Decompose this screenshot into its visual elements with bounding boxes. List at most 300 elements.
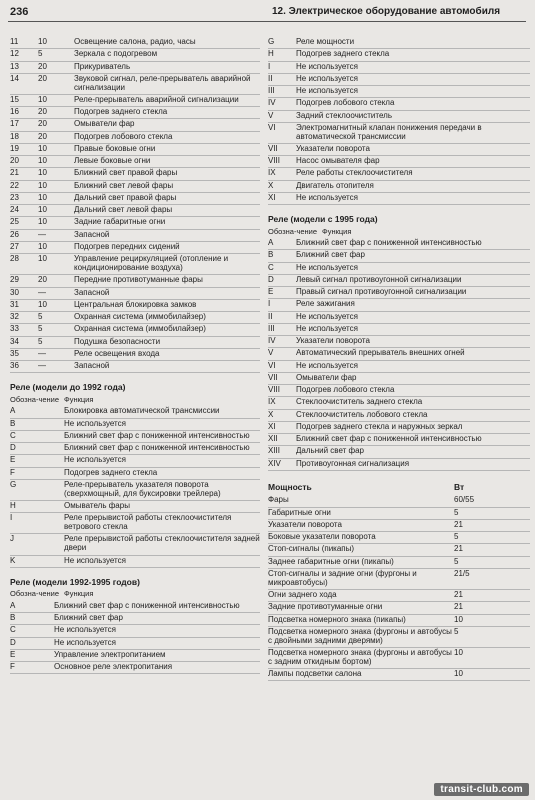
relay-id: IV	[268, 336, 276, 346]
fuse-amperage: 20	[38, 61, 47, 71]
relay-id: II	[268, 73, 273, 83]
table-row	[268, 123, 530, 144]
table-row	[268, 287, 530, 299]
table-row	[10, 193, 260, 205]
fuse-amperage: 5	[38, 49, 43, 59]
fuse-amperage: 20	[38, 275, 47, 285]
lamp-watts: 21	[454, 519, 463, 529]
fuse-number: 32	[10, 312, 19, 322]
relay-function: Насос омывателя фар	[296, 156, 380, 166]
lamp-name: Задние противотуманные огни	[268, 602, 383, 612]
power-header	[268, 483, 530, 493]
table-row	[268, 373, 530, 385]
relay-1992-table	[10, 406, 260, 568]
table-row	[268, 495, 530, 507]
relay-function: Не используется	[296, 86, 358, 95]
relay-id: E	[10, 649, 16, 659]
relay-function: Не используется	[54, 625, 116, 635]
site-watermark: transit-club.com	[434, 783, 529, 796]
fuse-function: Дальний свет левой фары	[74, 205, 173, 215]
fuse-amperage: 10	[38, 143, 47, 153]
lamp-name: Фары	[268, 495, 289, 505]
fuse-number: 33	[10, 324, 19, 334]
relay-function: Автоматический прерыватель внешних огней	[296, 348, 465, 358]
relay-id: J	[10, 534, 14, 544]
fuse-function: Задние габаритные огни	[74, 217, 166, 227]
relay-function: Реле зажигания	[296, 299, 355, 309]
relay-function: Подогрев заднего стекла	[64, 467, 158, 477]
relay-function: Реле прерывистой работы стеклоочистителя ветрового стекла	[64, 513, 232, 532]
col-header-id: Обозна-чение	[10, 589, 60, 599]
relay-id: VIII	[268, 385, 281, 395]
relay-function: Реле прерывистой работы стеклоочистителя задней двери	[64, 534, 260, 553]
lamp-name: Стоп-сигналы и задние огни (фургоны и микроавтобусы)	[268, 568, 417, 587]
relay-continued-table	[268, 37, 530, 205]
table-row	[10, 300, 260, 312]
table-row	[268, 508, 530, 520]
table-row	[10, 205, 260, 217]
relay-function: Управление электропитанием	[54, 649, 166, 659]
relay-id: B	[10, 613, 16, 623]
fuse-amperage: 10	[38, 217, 47, 227]
fuse-number: 16	[10, 107, 19, 117]
fuse-function: Ближний свет правой фары	[74, 168, 178, 178]
relay-function: Не используется	[64, 418, 126, 428]
table-row	[268, 669, 530, 681]
table-row	[268, 49, 530, 61]
fuse-table	[10, 37, 260, 373]
fuse-function: Управление рециркуляцией (отопление и кондиционирование воздуха)	[74, 254, 229, 273]
table-row	[10, 74, 260, 95]
relay-function: Подогрев лобового стекла	[296, 98, 395, 108]
table-row	[10, 638, 260, 650]
table-row	[10, 556, 260, 568]
relay-function: Реле-прерыватель указателя поворота (сверхмощный, для буксировки трейлера)	[64, 479, 221, 498]
fuse-number: 27	[10, 241, 19, 251]
relay-function: Ближний свет фар с пониженной интенсивностью	[64, 430, 250, 440]
lamp-name: Указатели поворота	[268, 519, 342, 529]
fuse-amperage: 10	[38, 254, 47, 264]
relay-id: H	[10, 501, 16, 511]
table-row	[10, 132, 260, 144]
fuse-number: 11	[10, 37, 19, 46]
fuse-function: Зеркала с подогревом	[74, 49, 158, 59]
fuse-function: Подогрев лобового стекла	[74, 131, 173, 141]
relay-function: Не используется	[54, 637, 116, 647]
power-col-unit: Вт	[454, 481, 465, 492]
relay-id: A	[268, 238, 274, 248]
relay-id: X	[268, 409, 274, 419]
lamp-watts: 5	[454, 556, 459, 566]
col-header-func: Функция	[64, 589, 94, 599]
relay-id: III	[268, 323, 275, 333]
lamp-watts: 5	[454, 507, 459, 517]
relay-function: Ближний свет фар с пониженной интенсивностью	[64, 443, 250, 453]
relay-id: X	[268, 180, 274, 190]
relay-id: V	[268, 348, 274, 358]
fuse-number: 36	[10, 361, 19, 371]
fuse-number: 35	[10, 348, 19, 358]
table-row	[268, 422, 530, 434]
fuse-function: Звуковой сигнал, реле-прерыватель аварийной сигнализации	[74, 73, 251, 92]
relay-id: D	[10, 443, 16, 453]
table-row	[10, 601, 260, 613]
relay-function: Не используется	[296, 360, 358, 370]
table-row	[10, 613, 260, 625]
lamp-watts: 21/5	[454, 568, 470, 578]
fuse-function: Передние противотуманные фары	[74, 275, 203, 285]
fuse-amperage: 20	[38, 119, 47, 129]
fuse-number: 30	[10, 287, 19, 297]
relay-function: Подогрев лобового стекла	[296, 385, 395, 395]
col-header-func: Функция	[64, 394, 94, 404]
lamp-name: Подсветка номерного знака (фургоны и автобусы с задним откидным бортом)	[268, 648, 452, 666]
header-rule	[8, 21, 526, 22]
relay-function: Омыватели фар	[296, 372, 357, 382]
relay-function: Не используется	[296, 323, 358, 333]
table-row	[10, 662, 260, 674]
table-row	[268, 602, 530, 614]
fuse-function: Охранная система (иммобилайзер)	[74, 324, 206, 334]
relay-id: II	[268, 311, 273, 321]
relay-function: Правый сигнал противоугонной сигнализации	[296, 287, 467, 297]
table-row	[268, 263, 530, 275]
fuse-function: Запасной	[74, 287, 110, 297]
fuse-function: Правые боковые огни	[74, 143, 156, 153]
fuse-amperage: 10	[38, 241, 47, 251]
relay-1995-table	[268, 238, 530, 471]
table-row	[268, 144, 530, 156]
right-column	[268, 37, 530, 681]
fuse-function: Ближний свет левой фары	[74, 180, 174, 190]
lamp-name: Подсветка номерного знака (пикапы)	[268, 614, 406, 624]
relay-function: Левый сигнал противоугонной сигнализации	[296, 274, 462, 284]
page-header	[0, 0, 535, 27]
table-row	[268, 385, 530, 397]
table-row	[10, 324, 260, 336]
relay-id: XII	[268, 434, 278, 444]
table-row	[10, 144, 260, 156]
lamp-name: Огни заднего хода	[268, 590, 337, 600]
table-row	[268, 324, 530, 336]
table-row	[10, 625, 260, 637]
fuse-number: 14	[10, 73, 19, 83]
lamp-name: Подсветка номерного знака (фургоны и автобусы с двойными задними дверями)	[268, 626, 452, 645]
relay-id: VI	[268, 360, 276, 370]
table-row	[268, 86, 530, 98]
relay-1992-header	[10, 396, 260, 404]
fuse-function: Охранная система (иммобилайзер)	[74, 312, 206, 322]
fuse-amperage: 10	[38, 205, 47, 215]
fuse-amperage: 5	[38, 312, 43, 322]
relay-id: XI	[268, 192, 276, 202]
relay-function: Не используется	[296, 311, 358, 321]
relay-id: XIV	[268, 458, 281, 468]
table-row	[10, 501, 260, 513]
table-row	[268, 74, 530, 86]
table-row	[10, 156, 260, 168]
relay-id: K	[10, 555, 16, 565]
relay-id: IV	[268, 98, 276, 108]
relay-function: Блокировка автоматической трансмиссии	[64, 406, 220, 416]
table-row	[268, 238, 530, 250]
relay-1992-1995-header	[10, 590, 260, 598]
relay-function: Не используется	[64, 455, 126, 465]
table-row	[268, 98, 530, 110]
relay-function: Реле работы стеклоочистителя	[296, 168, 413, 178]
fuse-number: 23	[10, 192, 19, 202]
table-row	[268, 312, 530, 324]
table-row	[10, 312, 260, 324]
fuse-amperage: 10	[38, 192, 47, 202]
relay-id: C	[10, 625, 16, 635]
table-row	[268, 434, 530, 446]
table-row	[10, 419, 260, 431]
relay-function: Дальний свет фар	[296, 446, 364, 456]
lamp-name: Заднее габаритные огни (пикапы)	[268, 556, 394, 566]
table-row	[268, 544, 530, 556]
fuse-function: Освещение салона, радио, часы	[74, 37, 196, 46]
relay-id: VI	[268, 122, 276, 132]
relay-id: E	[268, 287, 274, 297]
relay-function: Двигатель отопителя	[296, 180, 374, 190]
lamp-name: Габаритные огни	[268, 507, 331, 517]
relay-id: B	[10, 418, 16, 428]
table-row	[10, 361, 260, 373]
relay-function: Ближний свет фар с пониженной интенсивностью	[54, 600, 240, 610]
table-row	[10, 181, 260, 193]
table-row	[268, 37, 530, 49]
table-row	[268, 590, 530, 602]
table-row	[268, 615, 530, 627]
relay-id: C	[10, 430, 16, 440]
fuse-amperage: 10	[38, 37, 47, 46]
relay-id: E	[10, 455, 16, 465]
relay-function: Противоугонная сигнализация	[296, 458, 410, 468]
relay-function: Подогрев заднего стекла	[296, 49, 390, 59]
fuse-number: 21	[10, 168, 19, 178]
left-column	[10, 37, 260, 674]
table-row	[268, 275, 530, 287]
chapter-title: 12. Электрическое оборудование автомобиля	[272, 6, 501, 17]
fuse-amperage: —	[38, 229, 46, 239]
fuse-function: Подогрев передних сидений	[74, 241, 180, 251]
fuse-amperage: 10	[38, 299, 47, 309]
relay-id: D	[268, 274, 274, 284]
fuse-number: 18	[10, 131, 19, 141]
fuse-function: Омыватели фар	[74, 119, 135, 129]
relay-id: G	[268, 37, 275, 46]
lamp-watts: 10	[454, 669, 463, 679]
table-row	[10, 254, 260, 275]
col-header-func: Функция	[322, 226, 352, 236]
table-row	[10, 406, 260, 418]
table-row	[268, 557, 530, 569]
fuse-amperage: 10	[38, 156, 47, 166]
relay-id: H	[268, 49, 274, 59]
table-row	[268, 193, 530, 205]
table-row	[10, 288, 260, 300]
relay-id: IX	[268, 168, 276, 178]
table-row	[268, 156, 530, 168]
relay-id: VII	[268, 143, 278, 153]
relay-function: Не используется	[296, 262, 358, 272]
fuse-amperage: —	[38, 348, 46, 358]
fuse-number: 12	[10, 49, 19, 59]
table-row	[268, 520, 530, 532]
fuse-number: 25	[10, 217, 19, 227]
table-row	[10, 513, 260, 534]
relay-function: Реле мощности	[296, 37, 355, 46]
relay-id: C	[268, 262, 274, 272]
relay-id: XIII	[268, 446, 281, 456]
lamp-watts: 21	[454, 590, 463, 600]
fuse-number: 28	[10, 254, 19, 264]
fuse-amperage: 20	[38, 73, 47, 83]
fuse-amperage: 20	[38, 107, 47, 117]
power-table	[268, 495, 530, 681]
fuse-function: Реле-прерыватель аварийной сигнализации	[74, 94, 239, 104]
relay-1992-1995-title: Реле (модели 1992-1995 годов)	[10, 576, 140, 587]
table-row	[10, 95, 260, 107]
relay-id: IX	[268, 397, 276, 407]
relay-id: I	[268, 299, 271, 309]
table-row	[10, 337, 260, 349]
table-row	[10, 275, 260, 287]
relay-function: Задний стеклоочиститель	[296, 110, 392, 120]
table-row	[268, 459, 530, 471]
power-col-name: Мощность	[268, 481, 312, 492]
table-row	[268, 410, 530, 422]
relay-id: A	[10, 406, 16, 416]
fuse-function: Реле освещения входа	[74, 348, 160, 358]
fuse-amperage: 5	[38, 336, 43, 346]
table-row	[10, 217, 260, 229]
table-row	[268, 648, 530, 669]
page-number: 236	[10, 6, 29, 18]
lamp-name: Лампы подсветки салона	[268, 669, 362, 679]
table-row	[10, 37, 260, 49]
table-row	[10, 443, 260, 455]
relay-id: VIII	[268, 156, 281, 166]
fuse-number: 13	[10, 61, 19, 71]
lamp-watts: 5	[454, 532, 459, 542]
table-row	[10, 349, 260, 361]
table-row	[268, 627, 530, 648]
lamp-watts: 10	[454, 614, 463, 624]
fuse-amperage: —	[38, 361, 46, 371]
table-row	[10, 168, 260, 180]
lamp-watts: 21	[454, 602, 463, 612]
table-row	[268, 569, 530, 590]
table-row	[268, 397, 530, 409]
fuse-function: Подушка безопасности	[74, 336, 161, 346]
table-row	[10, 431, 260, 443]
fuse-number: 22	[10, 180, 19, 190]
fuse-amperage: 10	[38, 94, 47, 104]
relay-id: F	[10, 467, 15, 477]
fuse-function: Левые боковые огни	[74, 156, 151, 166]
table-row	[10, 119, 260, 131]
fuse-function: Запасной	[74, 229, 110, 239]
fuse-amperage: 20	[38, 131, 47, 141]
relay-function: Не используется	[64, 555, 126, 565]
relay-function: Ближний свет фар с пониженной интенсивностью	[296, 434, 482, 444]
relay-id: D	[10, 637, 16, 647]
table-row	[10, 62, 260, 74]
table-row	[10, 107, 260, 119]
relay-1992-title: Реле (модели до 1992 года)	[10, 382, 126, 393]
table-row	[268, 299, 530, 311]
table-row	[268, 361, 530, 373]
table-row	[268, 348, 530, 360]
relay-function: Ближний свет фар	[54, 613, 123, 623]
relay-id: G	[10, 479, 17, 489]
table-row	[10, 230, 260, 242]
relay-function: Указатели поворота	[296, 143, 370, 153]
table-row	[268, 168, 530, 180]
fuse-number: 26	[10, 229, 19, 239]
table-row	[10, 455, 260, 467]
relay-id: III	[268, 86, 275, 95]
table-row	[268, 532, 530, 544]
lamp-watts: 5	[454, 626, 459, 636]
relay-function: Омыватель фары	[64, 501, 130, 511]
relay-id: XI	[268, 421, 276, 431]
fuse-number: 24	[10, 205, 19, 215]
relay-id: I	[268, 61, 271, 71]
relay-1995-header	[268, 228, 530, 236]
fuse-number: 29	[10, 275, 19, 285]
relay-function: Указатели поворота	[296, 336, 370, 346]
fuse-amperage: 5	[38, 324, 43, 334]
relay-function: Основное реле электропитания	[54, 662, 173, 672]
fuse-function: Запасной	[74, 361, 110, 371]
fuse-function: Дальний свет правой фары	[74, 192, 177, 202]
relay-function: Стеклоочиститель заднего стекла	[296, 397, 423, 407]
lamp-watts: 10	[454, 648, 463, 658]
fuse-number: 31	[10, 299, 19, 309]
relay-function: Ближний свет фар с пониженной интенсивностью	[296, 238, 482, 248]
relay-1995-title: Реле (модели с 1995 года)	[268, 214, 378, 225]
table-row	[10, 49, 260, 61]
relay-id: B	[268, 250, 274, 260]
lamp-name: Боковые указатели поворота	[268, 532, 376, 542]
relay-function: Электромагнитный клапан понижения передачи в автоматической трансмиссии	[296, 122, 482, 141]
fuse-number: 20	[10, 156, 19, 166]
table-row	[268, 111, 530, 123]
relay-1992-1995-table	[10, 601, 260, 675]
fuse-number: 19	[10, 143, 19, 153]
fuse-function: Прикуриватель	[74, 61, 131, 71]
col-header-id: Обозна-чение	[10, 394, 60, 404]
relay-id: A	[10, 600, 16, 610]
relay-id: I	[10, 513, 13, 523]
fuse-amperage: 10	[38, 168, 47, 178]
relay-function: Стеклоочиститель лобового стекла	[296, 409, 428, 419]
fuse-function: Центральная блокировка замков	[74, 299, 197, 309]
lamp-name: Стоп-сигналы (пикапы)	[268, 544, 355, 554]
table-row	[10, 480, 260, 501]
table-row	[10, 534, 260, 555]
fuse-function: Подогрев заднего стекла	[74, 107, 168, 117]
fuse-amperage: 10	[38, 180, 47, 190]
relay-id: VII	[268, 372, 278, 382]
relay-function: Ближний свет фар	[296, 250, 365, 260]
relay-function: Не используется	[296, 192, 358, 202]
relay-id: V	[268, 110, 274, 120]
fuse-amperage: —	[38, 287, 46, 297]
